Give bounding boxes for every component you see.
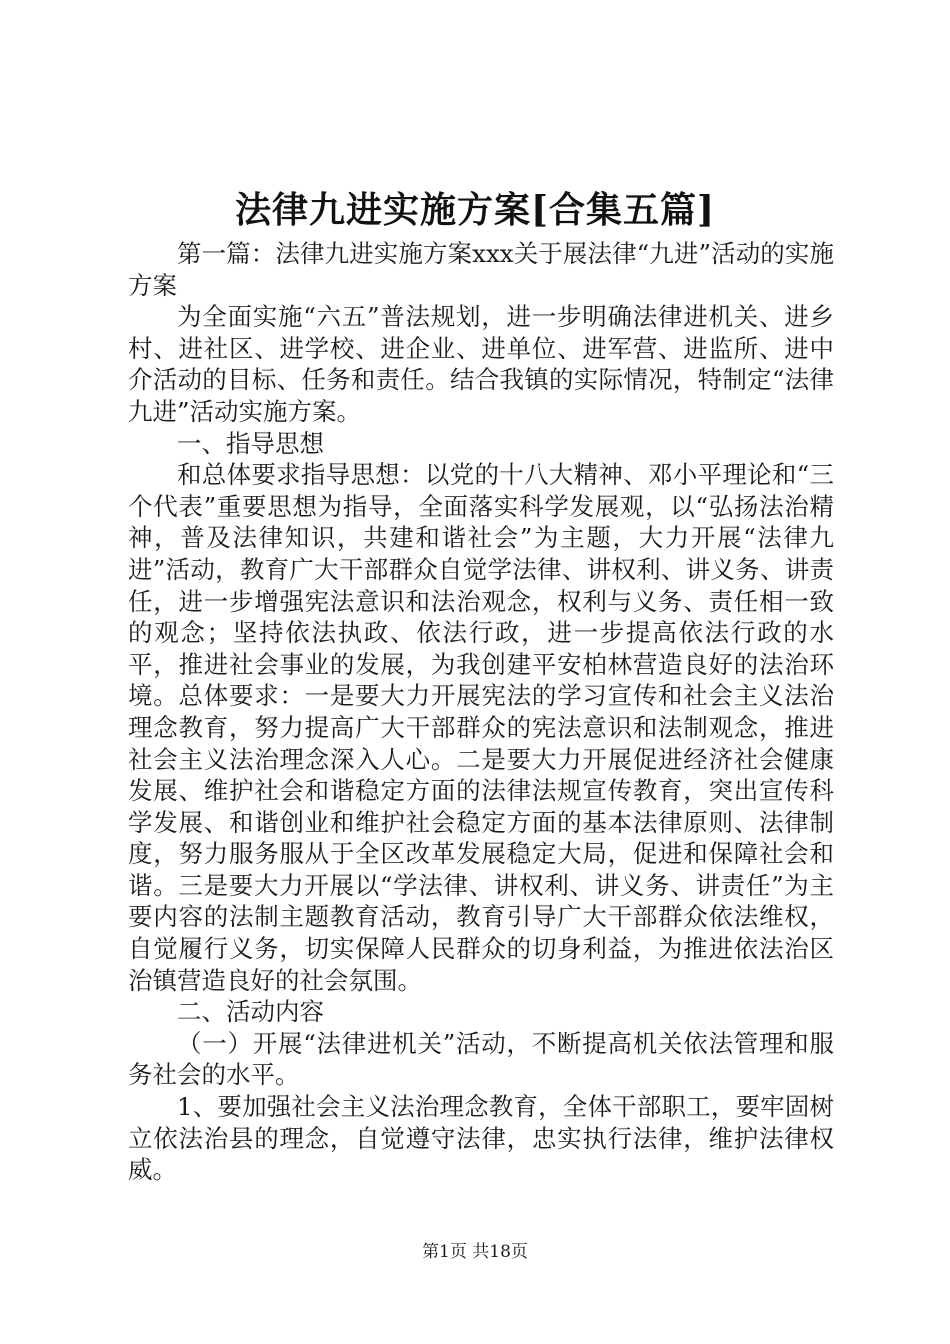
paragraph-item-1: 1、要加强社会主义法治理念教育，全体干部职工，要牢固树立依法治县的理念，自觉遵守法律，忠实执行法律，维护法律权威。 — [128, 1092, 834, 1185]
paragraph-guiding-thought: 和总体要求指导思想：以党的十八大精神、邓小平理论和“三个代表”重要思想为指导，全面落实科学发展观，以“弘扬法治精神，普及法律知识，共建和谐社会”为主题，大力开展“法律九进”活动，教育广大干部群众自觉学法律、讲权利、讲义务、讲责任，进一步增强宪法意识和法治观念，权利与义务、责任相一致的观念；坚持依法执政、依法行政，进一步提高依法行政的水平，推进社会事业的发展，为我创建平安柏林营造良好的法治环境。总体要求：一是要大力开展宪法的学习宣传和社会主义法治理念教育，努力提高广大干部群众的宪法意识和法制观念，推进社会主义法治理念深入人心。二是要大力开展促进经济社会健康发展、维护社会和谐稳定方面的法律法规宣传教育，突出宣传科学发展、和谐创业和维护社会稳定方面的基本法律原则、法律制度，努力服务服从于全区改革发展稳定大局，促进和保障社会和谐。三是要大力开展以“学法律、讲权利、讲义务、讲责任”为主要内容的法制主题教育活动，教育引导广大干部群众依法维权，自觉履行义务，切实保障人民群众的切身利益，为推进依法治区治镇营造良好的社会氛围。 — [128, 460, 834, 995]
document-title: 法律九进实施方案[合集五篇] — [234, 189, 716, 231]
section-heading-activity-content: 二、活动内容 — [177, 997, 324, 1027]
paragraph-heading-first-article: 第一篇：法律九进实施方案xxx关于展法律“九进”活动的实施方案 — [128, 239, 834, 300]
section-heading-guiding-thought: 一、指导思想 — [177, 428, 324, 458]
paragraph-intro: 为全面实施“六五”普法规划，进一步明确法律进机关、进乡村、进社区、进学校、进企业、进单位、进军营、进监所、进中介活动的目标、任务和责任。结合我镇的实际情况，特制定“法律九进”活动实施方案。 — [128, 302, 834, 426]
subsection-heading-into-offices: （一）开展“法律进机关”活动，不断提高机关依法管理和服务社会的水平。 — [128, 1028, 834, 1090]
page-indicator: 第1页 共18页 — [422, 1242, 528, 1262]
document-body — [128, 238, 834, 1186]
